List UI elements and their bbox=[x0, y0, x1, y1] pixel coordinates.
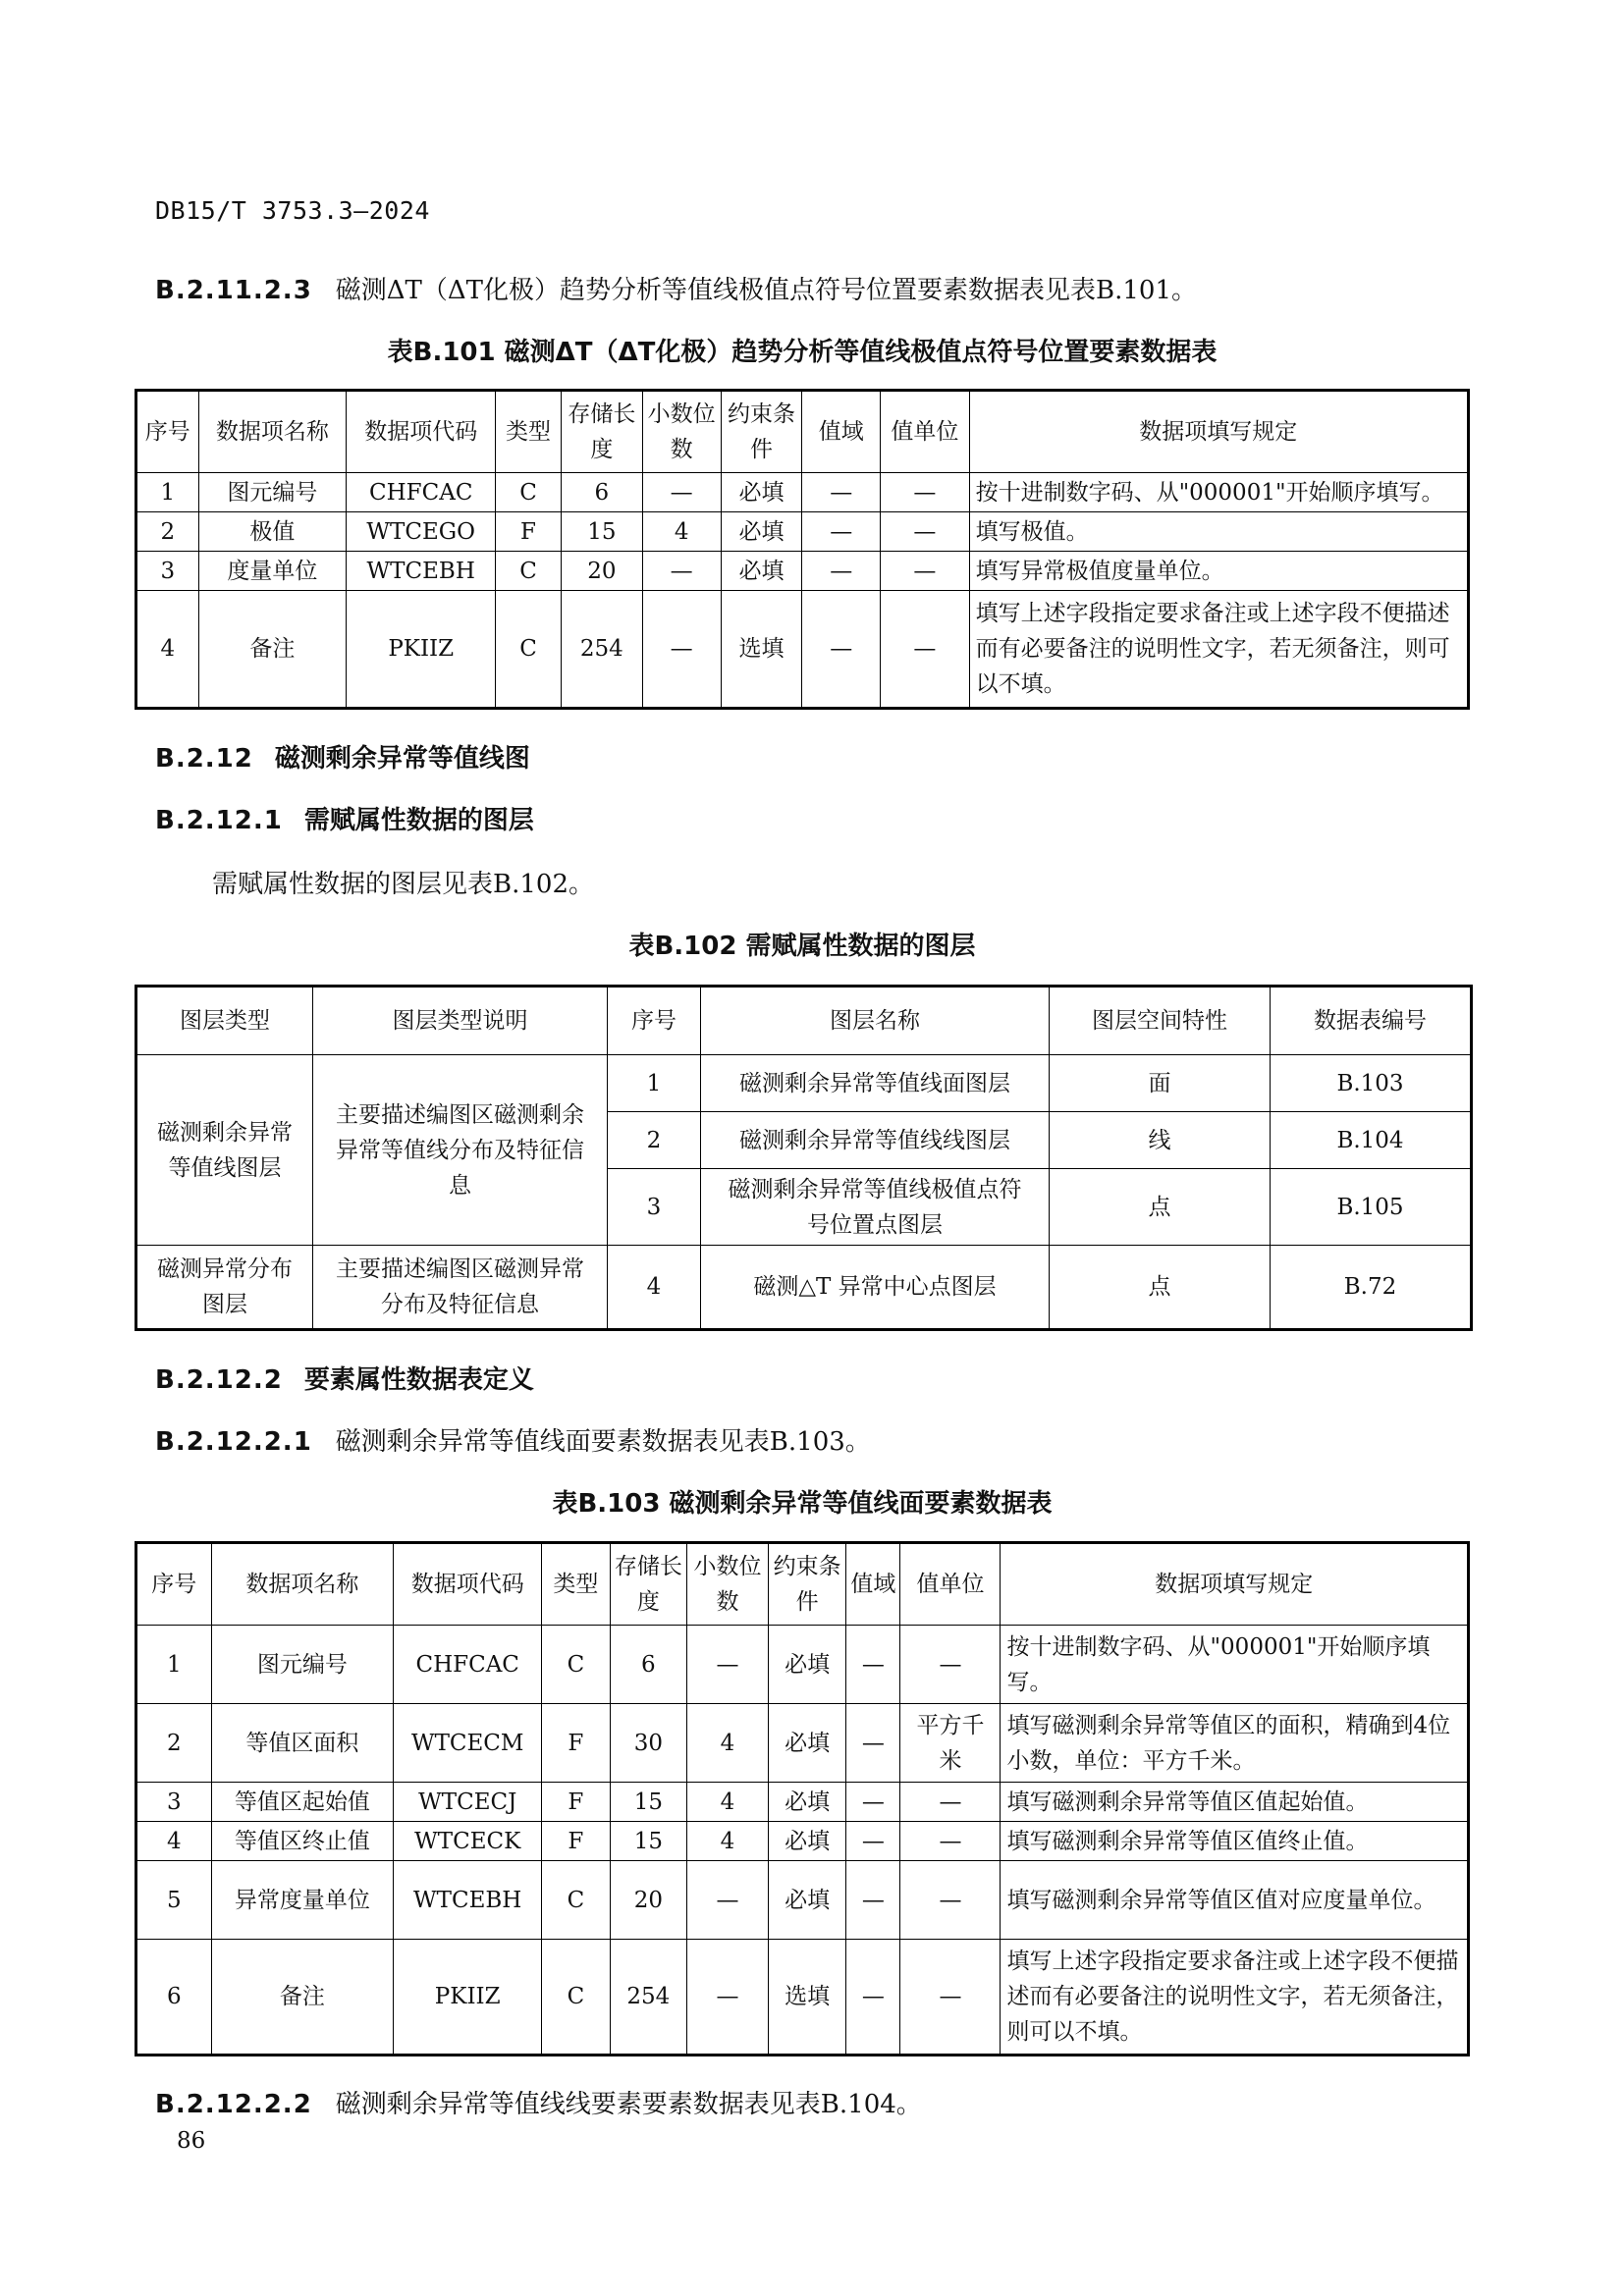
cell: 填写上述字段指定要求备注或上述字段不便描述而有必要备注的说明性文字，若无须备注，则可以不填。 bbox=[1001, 1940, 1469, 2056]
clause-text: 磁测剩余异常等值线面要素数据表见表B.103。 bbox=[335, 1427, 871, 1457]
table-header-row bbox=[136, 391, 1469, 473]
cell: — bbox=[687, 1626, 769, 1704]
cell: 254 bbox=[561, 591, 642, 709]
header-cell: 数据表编号 bbox=[1271, 987, 1472, 1055]
cell: 1 bbox=[136, 473, 199, 512]
cell: 5 bbox=[136, 1861, 212, 1940]
cell: C bbox=[496, 552, 562, 591]
table-row bbox=[136, 591, 1469, 709]
table-row bbox=[136, 1822, 1469, 1861]
paragraph-b-2-11-2-3 bbox=[155, 270, 1197, 306]
header-cell: 数据项名称 bbox=[198, 391, 347, 473]
table-row bbox=[136, 1704, 1469, 1783]
cell: 极值 bbox=[198, 512, 347, 552]
cell: 2 bbox=[608, 1112, 701, 1169]
cell: 必填 bbox=[768, 1861, 846, 1940]
layer-desc-cell: 主要描述编图区磁测剩余异常等值线分布及特征信息 bbox=[313, 1055, 608, 1246]
cell: B.104 bbox=[1271, 1112, 1472, 1169]
cell: 备注 bbox=[198, 591, 347, 709]
table-row bbox=[136, 1940, 1469, 2056]
cell: WTCECJ bbox=[394, 1783, 542, 1822]
header-cell: 值域 bbox=[846, 1543, 900, 1626]
cell: 图元编号 bbox=[211, 1626, 394, 1704]
header-cell: 数据项名称 bbox=[211, 1543, 394, 1626]
cell: 选填 bbox=[721, 591, 802, 709]
cell: C bbox=[496, 473, 562, 512]
cell: C bbox=[542, 1626, 610, 1704]
cell: 按十进制数字码、从"000001"开始顺序填写。 bbox=[1001, 1626, 1469, 1704]
cell: 点 bbox=[1050, 1169, 1271, 1246]
cell: — bbox=[881, 552, 969, 591]
header-cell: 类型 bbox=[542, 1543, 610, 1626]
table-row bbox=[136, 512, 1469, 552]
cell: 必填 bbox=[768, 1704, 846, 1783]
table-row bbox=[136, 552, 1469, 591]
layer-type-cell: 磁测异常分布图层 bbox=[136, 1246, 313, 1330]
table-b101 bbox=[135, 389, 1470, 710]
cell: C bbox=[542, 1861, 610, 1940]
header-cell: 图层类型说明 bbox=[313, 987, 608, 1055]
cell: 必填 bbox=[768, 1626, 846, 1704]
cell: 填写磁测剩余异常等值区值对应度量单位。 bbox=[1001, 1861, 1469, 1940]
cell: — bbox=[687, 1861, 769, 1940]
cell: 磁测△T 异常中心点图层 bbox=[701, 1246, 1050, 1330]
cell: F bbox=[542, 1783, 610, 1822]
cell: 15 bbox=[610, 1783, 687, 1822]
cell: — bbox=[846, 1861, 900, 1940]
cell: 等值区终止值 bbox=[211, 1822, 394, 1861]
cell: 平方千米 bbox=[900, 1704, 1001, 1783]
cell: 2 bbox=[136, 512, 199, 552]
header-cell: 序号 bbox=[608, 987, 701, 1055]
cell: — bbox=[642, 473, 721, 512]
paragraph-layers: 需赋属性数据的图层见表B.102。 bbox=[212, 870, 594, 899]
cell: — bbox=[802, 552, 881, 591]
cell: — bbox=[881, 473, 969, 512]
cell: — bbox=[900, 1626, 1001, 1704]
cell: 填写磁测剩余异常等值区值起始值。 bbox=[1001, 1783, 1469, 1822]
header-cell: 数据项填写规定 bbox=[969, 391, 1468, 473]
cell: — bbox=[900, 1783, 1001, 1822]
heading-b-2-12 bbox=[155, 738, 530, 774]
cell: — bbox=[642, 552, 721, 591]
cell: 面 bbox=[1050, 1055, 1271, 1112]
cell: WTCECK bbox=[394, 1822, 542, 1861]
cell: B.72 bbox=[1271, 1246, 1472, 1330]
cell: 254 bbox=[610, 1940, 687, 2056]
cell: 20 bbox=[610, 1861, 687, 1940]
cell: — bbox=[642, 591, 721, 709]
table-row bbox=[136, 1055, 1472, 1112]
header-cell: 类型 bbox=[496, 391, 562, 473]
header-cell: 数据项填写规定 bbox=[1001, 1543, 1469, 1626]
heading-number: B.2.12 bbox=[155, 744, 253, 774]
heading-text: 磁测剩余异常等值线图 bbox=[274, 744, 530, 774]
layer-desc-cell: 主要描述编图区磁测异常分布及特征信息 bbox=[313, 1246, 608, 1330]
cell: — bbox=[900, 1861, 1001, 1940]
cell: 填写磁测剩余异常等值区值终止值。 bbox=[1001, 1822, 1469, 1861]
cell: 20 bbox=[561, 552, 642, 591]
clause-text: 磁测ΔT（ΔT化极）趋势分析等值线极值点符号位置要素数据表见表B.101。 bbox=[335, 276, 1198, 305]
cell: 图元编号 bbox=[198, 473, 347, 512]
header-cell: 值单位 bbox=[881, 391, 969, 473]
header-cell: 小数位数 bbox=[687, 1543, 769, 1626]
table-b103-caption: 表B.103 磁测剩余异常等值线面要素数据表 bbox=[552, 1489, 1053, 1519]
cell: 线 bbox=[1050, 1112, 1271, 1169]
cell: 4 bbox=[687, 1704, 769, 1783]
cell: 等值区起始值 bbox=[211, 1783, 394, 1822]
cell: 15 bbox=[561, 512, 642, 552]
cell: CHFCAC bbox=[347, 473, 496, 512]
cell: 备注 bbox=[211, 1940, 394, 2056]
header-cell: 图层名称 bbox=[701, 987, 1050, 1055]
cell: C bbox=[496, 591, 562, 709]
cell: WTCECM bbox=[394, 1704, 542, 1783]
header-cell: 约束条件 bbox=[721, 391, 802, 473]
cell: 3 bbox=[608, 1169, 701, 1246]
cell: F bbox=[496, 512, 562, 552]
cell: WTCEGO bbox=[347, 512, 496, 552]
cell: 填写上述字段指定要求备注或上述字段不便描述而有必要备注的说明性文字，若无须备注，则可以不填。 bbox=[969, 591, 1468, 709]
heading-number: B.2.12.2 bbox=[155, 1365, 283, 1395]
cell: 6 bbox=[610, 1626, 687, 1704]
heading-b-2-12-2 bbox=[155, 1360, 534, 1396]
cell: 4 bbox=[136, 1822, 212, 1861]
cell: — bbox=[900, 1940, 1001, 2056]
cell: 3 bbox=[136, 552, 199, 591]
cell: — bbox=[881, 591, 969, 709]
cell: 必填 bbox=[768, 1783, 846, 1822]
cell: — bbox=[687, 1940, 769, 2056]
cell: — bbox=[881, 512, 969, 552]
table-row bbox=[136, 1861, 1469, 1940]
cell: — bbox=[900, 1822, 1001, 1861]
cell: — bbox=[802, 473, 881, 512]
cell: 1 bbox=[608, 1055, 701, 1112]
cell: PKIIZ bbox=[394, 1940, 542, 2056]
cell: 15 bbox=[610, 1822, 687, 1861]
heading-text: 需赋属性数据的图层 bbox=[303, 806, 534, 835]
heading-text: 要素属性数据表定义 bbox=[303, 1365, 534, 1395]
clause-text: 磁测剩余异常等值线线要素要素数据表见表B.104。 bbox=[335, 2090, 922, 2119]
header-cell: 图层类型 bbox=[136, 987, 313, 1055]
header-cell: 存储长度 bbox=[610, 1543, 687, 1626]
table-row bbox=[136, 1626, 1469, 1704]
cell: C bbox=[542, 1940, 610, 2056]
cell: 填写磁测剩余异常等值区的面积，精确到4位小数，单位：平方千米。 bbox=[1001, 1704, 1469, 1783]
header-cell: 值域 bbox=[802, 391, 881, 473]
table-b102 bbox=[135, 985, 1473, 1331]
header-cell: 值单位 bbox=[900, 1543, 1001, 1626]
cell: 必填 bbox=[721, 552, 802, 591]
cell: 选填 bbox=[768, 1940, 846, 2056]
heading-number: B.2.12.1 bbox=[155, 806, 283, 835]
header-cell: 序号 bbox=[136, 391, 199, 473]
cell: — bbox=[802, 591, 881, 709]
paragraph-b-2-12-2-1 bbox=[155, 1421, 871, 1458]
cell: 填写极值。 bbox=[969, 512, 1468, 552]
header-cell: 存储长度 bbox=[561, 391, 642, 473]
cell: WTCEBH bbox=[347, 552, 496, 591]
header-cell: 约束条件 bbox=[768, 1543, 846, 1626]
cell: 3 bbox=[136, 1783, 212, 1822]
header-cell: 数据项代码 bbox=[347, 391, 496, 473]
cell: 6 bbox=[136, 1940, 212, 2056]
cell: 度量单位 bbox=[198, 552, 347, 591]
clause-number: B.2.12.2.1 bbox=[155, 1427, 312, 1457]
layer-type-cell: 磁测剩余异常等值线图层 bbox=[136, 1055, 313, 1246]
cell: WTCEBH bbox=[394, 1861, 542, 1940]
table-b102-caption: 表B.102 需赋属性数据的图层 bbox=[628, 932, 976, 961]
cell: 必填 bbox=[768, 1822, 846, 1861]
cell: 磁测剩余异常等值线线图层 bbox=[701, 1112, 1050, 1169]
cell: 填写异常极值度量单位。 bbox=[969, 552, 1468, 591]
table-row bbox=[136, 1246, 1472, 1330]
cell: 磁测剩余异常等值线面图层 bbox=[701, 1055, 1050, 1112]
cell: 磁测剩余异常等值线极值点符号位置点图层 bbox=[701, 1169, 1050, 1246]
cell: — bbox=[846, 1940, 900, 2056]
cell: 4 bbox=[608, 1246, 701, 1330]
cell: PKIIZ bbox=[347, 591, 496, 709]
header-cell: 数据项代码 bbox=[394, 1543, 542, 1626]
table-header-row bbox=[136, 987, 1472, 1055]
cell: 必填 bbox=[721, 473, 802, 512]
clause-number: B.2.12.2.2 bbox=[155, 2090, 312, 2119]
cell: 1 bbox=[136, 1626, 212, 1704]
cell: — bbox=[846, 1704, 900, 1783]
cell: 30 bbox=[610, 1704, 687, 1783]
cell: — bbox=[846, 1822, 900, 1861]
cell: F bbox=[542, 1822, 610, 1861]
table-row bbox=[136, 1783, 1469, 1822]
header-cell: 序号 bbox=[136, 1543, 212, 1626]
paragraph-b-2-12-2-2 bbox=[155, 2084, 922, 2120]
cell: 异常度量单位 bbox=[211, 1861, 394, 1940]
cell: 6 bbox=[561, 473, 642, 512]
cell: 4 bbox=[136, 591, 199, 709]
table-row bbox=[136, 473, 1469, 512]
cell: 4 bbox=[642, 512, 721, 552]
table-b103 bbox=[135, 1541, 1470, 2056]
cell: CHFCAC bbox=[394, 1626, 542, 1704]
header-cell: 小数位数 bbox=[642, 391, 721, 473]
cell: 4 bbox=[687, 1783, 769, 1822]
page-number: 86 bbox=[177, 2128, 206, 2154]
cell: B.105 bbox=[1271, 1169, 1472, 1246]
heading-b-2-12-1 bbox=[155, 800, 534, 836]
table-b101-caption: 表B.101 磁测ΔT（ΔT化极）趋势分析等值线极值点符号位置要素数据表 bbox=[387, 338, 1218, 367]
cell: — bbox=[846, 1783, 900, 1822]
cell: 点 bbox=[1050, 1246, 1271, 1330]
table-header-row bbox=[136, 1543, 1469, 1626]
cell: — bbox=[802, 512, 881, 552]
cell: 必填 bbox=[721, 512, 802, 552]
header-cell: 图层空间特性 bbox=[1050, 987, 1271, 1055]
cell: 2 bbox=[136, 1704, 212, 1783]
cell: — bbox=[846, 1626, 900, 1704]
cell: B.103 bbox=[1271, 1055, 1472, 1112]
cell: F bbox=[542, 1704, 610, 1783]
clause-number: B.2.11.2.3 bbox=[155, 276, 312, 305]
cell: 等值区面积 bbox=[211, 1704, 394, 1783]
cell: 按十进制数字码、从"000001"开始顺序填写。 bbox=[969, 473, 1468, 512]
document-header: DB15/T 3753.3—2024 bbox=[155, 196, 430, 225]
cell: 4 bbox=[687, 1822, 769, 1861]
